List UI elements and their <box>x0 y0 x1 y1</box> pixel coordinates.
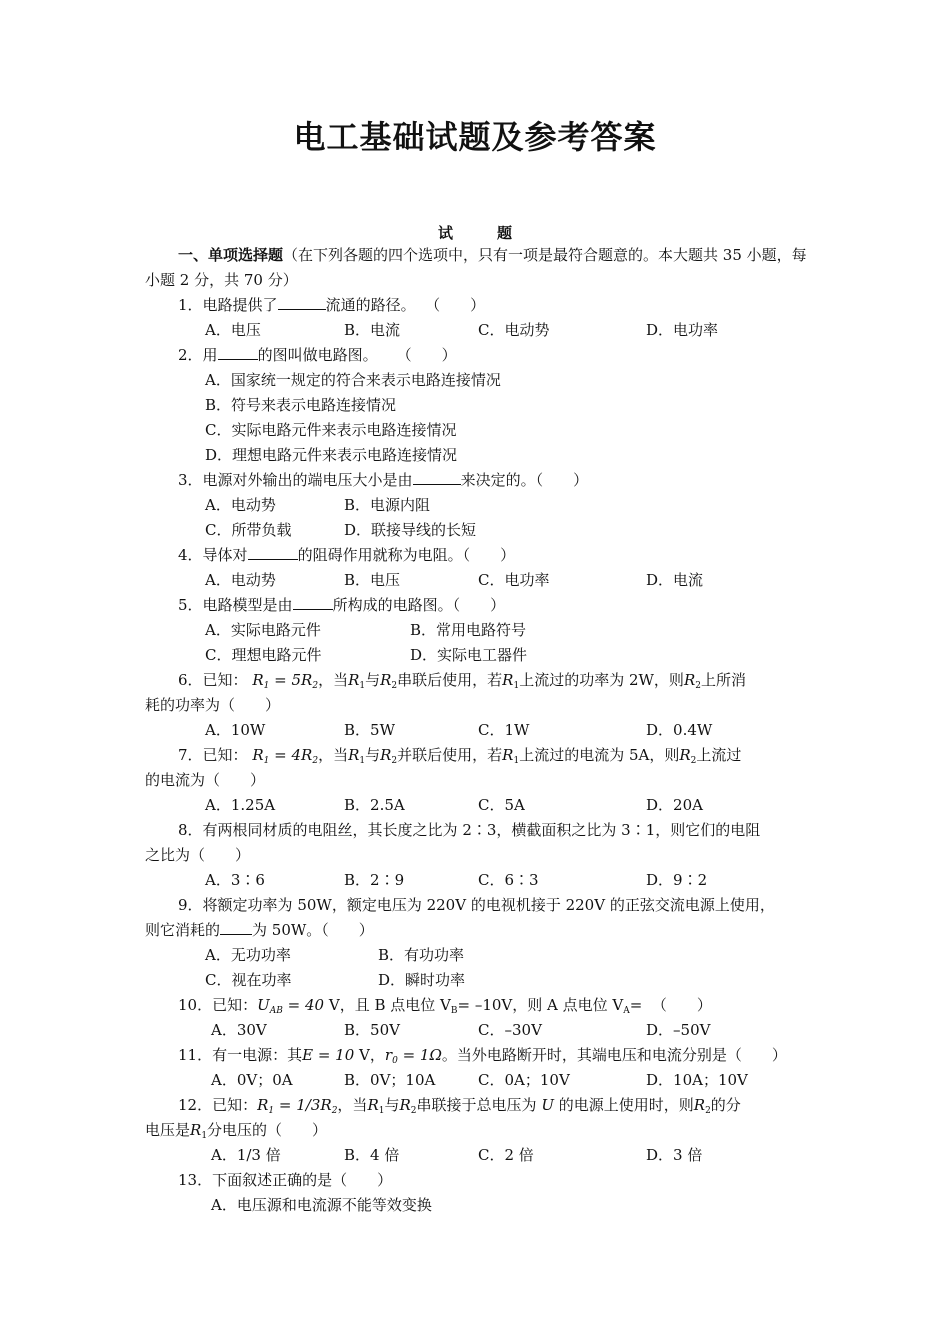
option-c: C．所带负载 <box>205 521 292 539</box>
option-a: A．0V；0A <box>211 1071 293 1089</box>
answer-blank <box>220 918 252 935</box>
option-a: A．10W <box>205 721 266 739</box>
formula: $R_1 = 5R_2$ <box>252 671 319 691</box>
question-9-options-row1 <box>145 943 813 968</box>
option-d: D．电流 <box>646 571 704 589</box>
question-9: 9．将额定功率为 50W，额定电压为 220V 的电视机接于 220V 的正弦交流电源上使用， <box>178 896 775 914</box>
option-b: B．4 倍 <box>344 1146 400 1164</box>
question-3: 3．电源对外输出的端电压大小是由 来决定的。（ ） <box>145 468 813 493</box>
formula: E = 10 <box>302 1046 355 1064</box>
question-5: 5．电路模型是由 所构成的电路图。（ ） <box>145 593 813 618</box>
question-8-options <box>145 868 813 893</box>
option-a: A．电动势 <box>205 571 276 589</box>
option-d: D．瞬时功率 <box>378 971 466 989</box>
question-12-cont: 电压是$R_1$分电压的（ ） <box>145 1121 328 1141</box>
answer-blank <box>248 543 298 560</box>
question-9-options-row2 <box>145 968 813 993</box>
question-7: 7．已知： $R_1 = 4R_2$，当$R_1$与$R_2$并联后使用，若$R_1$上流过的电流为 5A，则$R_2$上流过 <box>178 746 742 766</box>
option-c: C．电动势 <box>478 321 550 339</box>
option-a: A．30V <box>211 1021 267 1039</box>
option-c: C．–30V <box>478 1021 542 1039</box>
option-b: B．电源内阻 <box>344 496 431 514</box>
question-4-options <box>145 568 813 593</box>
option-a: A．1.25A <box>205 796 276 814</box>
option-a: A．实际电路元件 <box>205 621 321 639</box>
question-6: 6．已知： $R_1 = 5R_2$，当$R_1$与$R_2$串联后使用，若$R_1$上流过的功率为 2W，则$R_2$上所消 <box>178 671 746 691</box>
question-5-options-row2 <box>145 643 813 668</box>
question-11-options <box>145 1068 813 1093</box>
option-a: A．1/3 倍 <box>211 1146 281 1164</box>
option-a: A．国家统一规定的符合来表示电路连接情况 <box>205 371 501 389</box>
option-c: C．电功率 <box>478 571 550 589</box>
section-header: 一、单项选择题（在下列各题的四个选项中，只有一项是最符合题意的。本大题共 35 小题，每小题 2 分，共 70 分） <box>145 246 807 289</box>
formula: $R_1 = 1/3R_2$ <box>257 1096 338 1116</box>
option-b: B．有功功率 <box>378 946 465 964</box>
option-a: A．电动势 <box>205 496 276 514</box>
question-6-cont: 耗的功率为（ ） <box>145 696 281 714</box>
option-a: A．电压 <box>205 321 261 339</box>
option-b: B．电压 <box>344 571 401 589</box>
option-c: C．6∶3 <box>478 871 539 889</box>
option-c: C．实际电路元件来表示电路连接情况 <box>205 421 457 439</box>
question-2: 2．用 的图叫做电路图。 （ ） <box>145 343 813 368</box>
question-7-options <box>145 793 813 818</box>
option-a: A．无功功率 <box>205 946 291 964</box>
question-1-options <box>145 318 813 343</box>
option-c: C．2 倍 <box>478 1146 534 1164</box>
option-d: D．–50V <box>646 1021 711 1039</box>
option-d: D．联接导线的长短 <box>344 521 477 539</box>
formula: $R_1 = 4R_2$ <box>252 746 319 766</box>
document-title: 电工基础试题及参考答案 <box>293 118 657 156</box>
question-10: 10．已知：$U_{AB} = 40$ V，且 B 点电位 $V_B= -10V$，则 A 点电位 $V_A=$ （ ） <box>178 996 712 1016</box>
question-8: 8．有两根同材质的电阻丝，其长度之比为 2∶3，横截面积之比为 3∶1，则它们的电阻 <box>178 821 761 839</box>
option-d: D．实际电工器件 <box>410 646 528 664</box>
option-c: C．理想电路元件 <box>205 646 322 664</box>
answer-blank <box>218 343 258 360</box>
option-b: B．电流 <box>344 321 401 339</box>
option-d: D．电功率 <box>646 321 719 339</box>
option-b: B．5W <box>344 721 395 739</box>
option-c: C．5A <box>478 796 525 814</box>
question-list <box>145 243 813 1218</box>
question-7-cont: 的电流为（ ） <box>145 771 266 789</box>
option-b: B．常用电路符号 <box>410 621 527 639</box>
question-3-options-row2 <box>145 518 813 543</box>
option-d: D．10A；10V <box>646 1071 748 1089</box>
answer-blank <box>293 593 333 610</box>
formula: $r_0 = 1\Omega$ <box>384 1046 442 1066</box>
option-c: C．视在功率 <box>205 971 292 989</box>
question-5-options-row1 <box>145 618 813 643</box>
option-d: D．20A <box>646 796 703 814</box>
option-d: D．9∶2 <box>646 871 708 889</box>
option-a: A．3∶6 <box>205 871 265 889</box>
question-10-options <box>145 1018 813 1043</box>
option-b: B．0V；10A <box>344 1071 436 1089</box>
question-12-options <box>145 1143 813 1168</box>
question-11: 11．有一电源：其E = 10 V，$r_0 = 1\Omega$。当外电路断开时，其端电压和电流分别是（ ） <box>178 1046 787 1066</box>
formula: $U_{AB} = 40$ <box>257 996 325 1016</box>
option-d: D．0.4W <box>646 721 713 739</box>
question-3-options-row1 <box>145 493 813 518</box>
option-b: B．2∶9 <box>344 871 405 889</box>
question-4: 4．导体对 的阻碍作用就称为电阻。（ ） <box>145 543 813 568</box>
option-d: D．3 倍 <box>646 1146 703 1164</box>
section-title: 试 题 <box>437 224 513 242</box>
option-b: B．符号来表示电路连接情况 <box>205 396 397 414</box>
question-9-cont: 则它消耗的 为 50W。（ ） <box>145 918 813 943</box>
option-a: A．电压源和电流源不能等效变换 <box>211 1196 432 1214</box>
question-6-options <box>145 718 813 743</box>
option-c: C．1W <box>478 721 530 739</box>
answer-blank <box>278 293 326 310</box>
question-8-cont: 之比为（ ） <box>145 846 251 864</box>
question-12: 12．已知：$R_1 = 1/3R_2$，当$R_1$与$R_2$串联接于总电压为 U 的电源上使用时，则$R_2$的分 <box>178 1096 741 1116</box>
answer-blank <box>413 468 461 485</box>
option-b: B．50V <box>344 1021 400 1039</box>
option-c: C．0A；10V <box>478 1071 570 1089</box>
question-13: 13．下面叙述正确的是（ ） <box>178 1171 393 1189</box>
option-d: D．理想电路元件来表示电路连接情况 <box>205 446 458 464</box>
question-1: 1．电路提供了 流通的路径。 （ ） <box>145 293 813 318</box>
option-b: B．2.5A <box>344 796 405 814</box>
